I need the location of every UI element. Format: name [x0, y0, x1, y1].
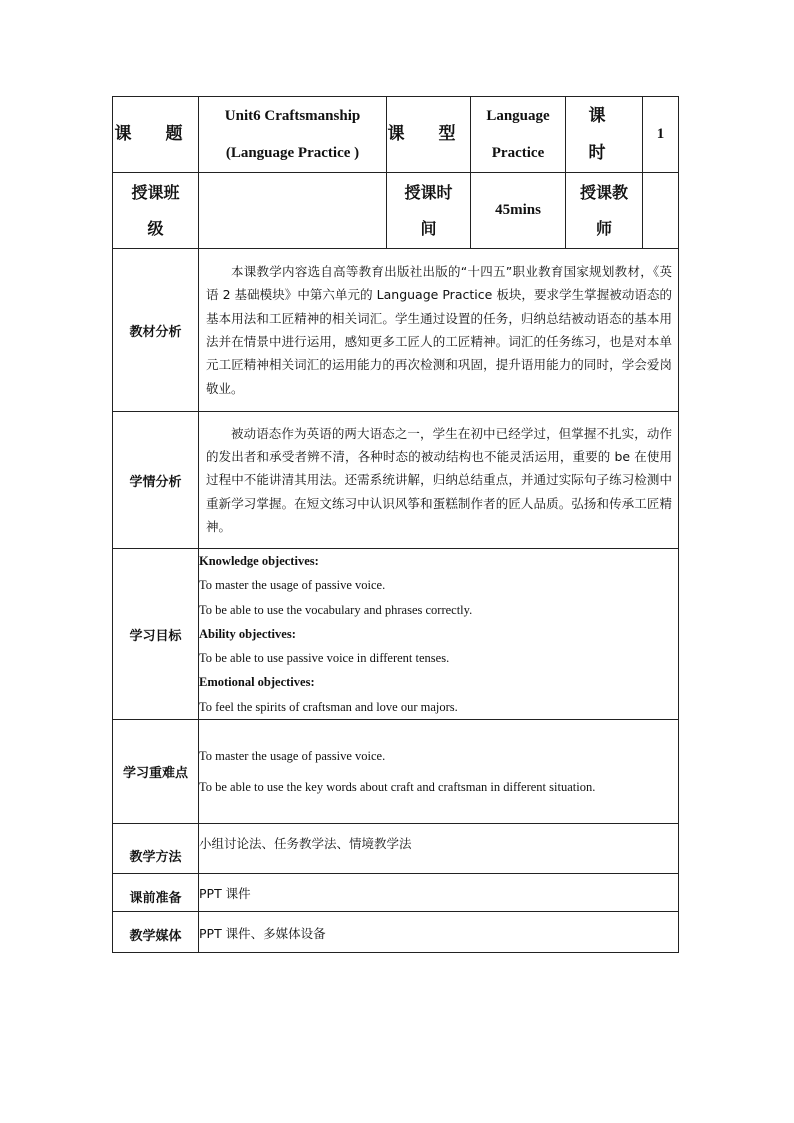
- preparation-value: PPT 课件: [199, 886, 251, 902]
- time-value-cell: [471, 173, 566, 249]
- students-label: 学情分析: [129, 474, 182, 490]
- period-label: 课 时: [588, 105, 620, 163]
- material-row: [113, 249, 679, 412]
- type-label-cell: [387, 97, 471, 173]
- key-points-row: [113, 720, 679, 824]
- students-label-cell: [113, 412, 199, 549]
- key-points-label: 学习重难点: [122, 766, 188, 782]
- topic-label-cell: [113, 97, 199, 173]
- teacher-label-line-2: 师: [595, 218, 612, 238]
- material-label: 教材分析: [129, 324, 182, 340]
- emotional-item-1: To feel the spirits of craftsman and love our majors.: [199, 699, 458, 714]
- ability-heading: Ability objectives:: [199, 626, 296, 641]
- media-label-cell: [113, 912, 199, 953]
- emotional-heading: Emotional objectives:: [199, 675, 315, 690]
- objectives-label: 学习目标: [129, 628, 182, 644]
- topic-label: 课 题: [114, 124, 197, 144]
- teacher-label-cell: [566, 173, 643, 249]
- students-row: [113, 412, 679, 549]
- topic-line-2: (Language Practice ): [225, 144, 360, 161]
- students-text-cell: [199, 412, 679, 549]
- key-points-content-cell: [199, 720, 679, 824]
- class-label-cell: [113, 173, 199, 249]
- preparation-value-cell: [199, 874, 679, 912]
- knowledge-heading: Knowledge objectives:: [199, 554, 319, 568]
- time-value: 45mins: [495, 202, 541, 218]
- media-value-cell: [199, 912, 679, 953]
- objectives-label-cell: [113, 549, 199, 720]
- teacher-label-line-1: 授课教: [579, 182, 628, 202]
- time-label-cell: [387, 173, 471, 249]
- teacher-value-cell: [643, 173, 679, 249]
- material-text: 本课教学内容选自高等教育出版社出版的“十四五”职业教育国家规划教材，《英语 2 基础模块》中第六单元的 Language Practice 板块，要求学生掌握被动语态的基本用法和工匠精神的相关词汇。学生通过设置的任务，归纳总结被动语态的基本用法并在情景中进行运用，感知更多工匠人的工匠精神。词汇的任务练习，也是对本单元工匠精神相关词汇的运用能力的再次检测和巩固，提升语用能力的同时，学会爱岗敬业。: [206, 264, 672, 396]
- key-point-2: To be able to use the key words about craft and craftsman in different situation.: [199, 779, 596, 794]
- header-row: [113, 97, 679, 173]
- material-label-cell: [113, 249, 199, 412]
- material-text-cell: [199, 249, 679, 412]
- ability-item-1: To be able to use passive voice in different tenses.: [199, 651, 450, 666]
- time-label-line-2: 间: [420, 218, 437, 238]
- media-value: PPT 课件、多媒体设备: [199, 926, 326, 942]
- methods-row: [113, 824, 679, 874]
- media-row: [113, 912, 679, 953]
- objectives-content-cell: [199, 549, 679, 720]
- period-label-cell: [566, 97, 643, 173]
- type-line-2: Practice: [491, 144, 545, 161]
- methods-value-cell: [199, 824, 679, 874]
- period-value: 1: [656, 126, 665, 142]
- preparation-row: [113, 874, 679, 912]
- methods-label: 教学方法: [129, 850, 182, 866]
- type-line-1: Language: [486, 107, 550, 124]
- knowledge-item-1: To master the usage of passive voice.: [199, 578, 386, 593]
- methods-value: 小组讨论法、任务教学法、情境教学法: [199, 836, 412, 852]
- class-label-line-1: 授课班: [131, 182, 180, 202]
- preparation-label: 课前准备: [129, 891, 182, 907]
- class-info-row: [113, 173, 679, 249]
- media-label: 教学媒体: [129, 929, 182, 945]
- key-points-label-cell: [113, 720, 199, 824]
- time-label-line-1: 授课时: [404, 182, 453, 202]
- topic-line-1: Unit6 Craftsmanship: [224, 107, 361, 124]
- key-point-1: To master the usage of passive voice.: [199, 748, 386, 763]
- objectives-row: [113, 549, 679, 720]
- students-text: 被动语态作为英语的两大语态之一，学生在初中已经学过，但掌握不扎实，动作的发出者和承受者辨不清，各种时态的被动结构也不能灵活运用，重要的 be 在使用过程中不能讲清其用法。还需系统讲解，归纳总结重点，并通过实际句子练习检测中重新学习掌握。在短文练习中认识风筝和蛋糕制作者的匠人品质。弘扬和传承工匠精神。: [206, 425, 672, 534]
- preparation-label-cell: [113, 874, 199, 912]
- class-label-line-2: 级: [147, 218, 164, 238]
- class-value-cell: [199, 173, 387, 249]
- type-value-cell: [471, 97, 566, 173]
- knowledge-item-2: To be able to use the vocabulary and phrases correctly.: [199, 602, 473, 617]
- topic-value-cell: [199, 97, 387, 173]
- methods-label-cell: [113, 824, 199, 874]
- type-label: 课 型: [387, 124, 470, 144]
- lesson-plan-table: [112, 96, 679, 953]
- period-value-cell: [643, 97, 679, 173]
